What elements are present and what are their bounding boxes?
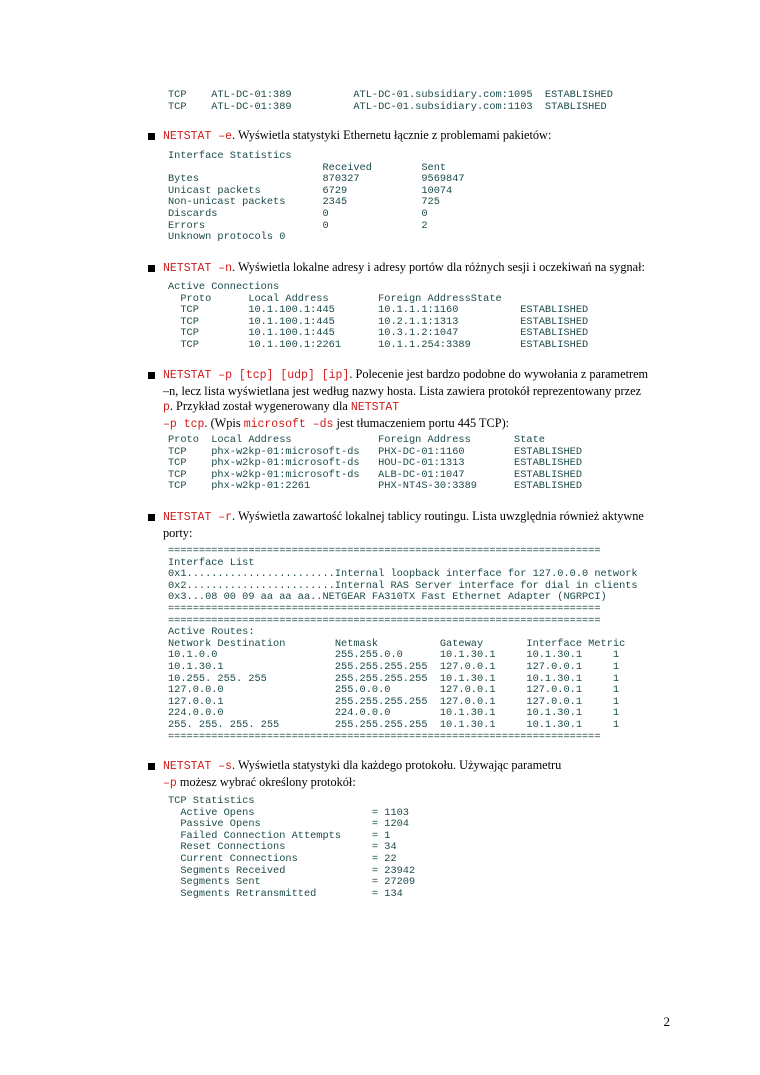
- text-line: TCP ATL-DC-01:389 ATL-DC-01.subsidiary.com:1095 ESTABLISHED: [168, 89, 613, 101]
- netstat-r-description: NETSTAT –r. Wyświetla zawartość lokalnej tablicy routingu. Lista uwzględnia również aktywne porty:: [163, 509, 644, 540]
- text-line: TCP ATL-DC-01:389 ATL-DC-01.subsidiary.com:1103 STABLISHED: [168, 100, 607, 113]
- routing-table-block: [168, 546, 638, 743]
- text-line: Received Sent: [168, 161, 447, 174]
- text-line: Unicast packets 6729 10074: [168, 184, 453, 197]
- text-line: Failed Connection Attempts = 1: [168, 829, 391, 842]
- text-line: Reset Connections = 34: [168, 841, 397, 854]
- text-line: TCP Statistics: [168, 795, 255, 807]
- text-line: ======================================================================: [168, 602, 601, 615]
- tcp-statistics-block: [168, 796, 415, 900]
- active-connections-block: [168, 282, 588, 352]
- text-line: 0x1........................Internal loopback interface for 127.0.0.0 network: [168, 568, 638, 581]
- text-line: Active Opens = 1103: [168, 806, 409, 819]
- text-line: Unknown protocols 0: [168, 231, 286, 244]
- text-line: Active Connections: [168, 281, 280, 293]
- text-line: Non-unicast packets 2345 725: [168, 196, 440, 209]
- text-line: Interface Statistics: [168, 150, 292, 162]
- text-line: TCP phx-w2kp-01:microsoft-ds ALB-DC-01:1047 ESTABLISHED: [168, 468, 583, 481]
- text-line: 10.1.30.1 255.255.255.255 127.0.0.1 127.0.0.1 1: [168, 660, 620, 673]
- text-line: 127.0.0.1 255.255.255.255 127.0.0.1 127.0.0.1 1: [168, 695, 620, 708]
- bullet: [148, 265, 155, 272]
- text-line: TCP phx-w2kp-01:microsoft-ds HOU-DC-01:1313 ESTABLISHED: [168, 457, 583, 470]
- netstat-n-description: NETSTAT –n. Wyświetla lokalne adresy i adresy portów dla różnych sesji i oczekiwań na sygnał:: [163, 260, 645, 275]
- page-number: 2: [663, 1014, 670, 1029]
- text-line: Discards 0 0: [168, 207, 428, 220]
- text-line: TCP 10.1.100.1:445 10.3.1.2:1047 ESTABLISHED: [168, 327, 589, 340]
- text-line: Passive Opens = 1204: [168, 818, 409, 831]
- text-line: Active Routes:: [168, 626, 255, 639]
- text-line: ======================================================================: [168, 614, 601, 627]
- text-line: 255. 255. 255. 255 255.255.255.255 10.1.30.1 10.1.30.1 1: [168, 718, 620, 731]
- bullet: [148, 763, 155, 770]
- text-line: Interface List: [168, 556, 255, 569]
- bullet: [148, 133, 155, 140]
- text-line: Proto Local Address Foreign AddressState: [168, 292, 502, 305]
- text-line: TCP 10.1.100.1:445 10.2.1.1:1313 ESTABLISHED: [168, 315, 589, 328]
- netstat-p-description: NETSTAT –p [tcp] [udp] [ip]. Polecenie jest bardzo podobne do wywołania z parametrem –n, lecz lista wyświetlana jest według nazwy hosta. Lista zawiera protokół reprezentowany przez p. Przykład został wygenerowany dla NETSTAT –p tcp. (Wpis microsoft –ds jest tłumaczeniem portu 445 TCP):: [163, 367, 649, 431]
- netstat-e-description: NETSTAT –e. Wyświetla statystyki Ethernetu łącznie z problemami pakietów:: [163, 128, 552, 143]
- text-line: ======================================================================: [168, 730, 601, 743]
- text-line: TCP 10.1.100.1:445 10.1.1.1:1160 ESTABLISHED: [168, 304, 589, 317]
- text-line: Network Destination Netmask Gateway Interface Metric: [168, 637, 626, 650]
- text-line: 0x3...08 00 09 aa aa aa..NETGEAR FA310TX Fast Ethernet Adapter (NGRPCI): [168, 591, 607, 604]
- text-line: TCP phx-w2kp-01:2261 PHX-NT4S-30:3389 ESTABLISHED: [168, 480, 583, 493]
- text-line: TCP phx-w2kp-01:microsoft-ds PHX-DC-01:1160 ESTABLISHED: [168, 445, 583, 458]
- text-line: 10.1.0.0 255.255.0.0 10.1.30.1 10.1.30.1 1: [168, 649, 620, 662]
- bullet: [148, 372, 155, 379]
- text-line: Current Connections = 22: [168, 852, 397, 865]
- text-line: 224.0.0.0 224.0.0.0 10.1.30.1 10.1.30.1 1: [168, 707, 620, 720]
- text-line: Proto Local Address Foreign Address State: [168, 434, 545, 446]
- text-line: Segments Sent = 27209: [168, 876, 416, 889]
- text-line: 127.0.0.0 255.0.0.0 127.0.0.1 127.0.0.1 1: [168, 684, 620, 697]
- hostname-connections-block: [168, 435, 582, 493]
- text-line: Bytes 870327 9569847: [168, 173, 465, 186]
- text-line: Errors 0 2: [168, 219, 428, 232]
- interface-statistics-block: [168, 151, 465, 244]
- netstat-s-description: NETSTAT –s. Wyświetla statystyki dla każdego protokołu. Używając parametru –p możesz wybrać określony protokół:: [163, 758, 562, 790]
- text-line: ======================================================================: [168, 545, 601, 557]
- text-line: TCP 10.1.100.1:2261 10.1.1.254:3389 ESTABLISHED: [168, 338, 589, 351]
- continued-connection-rows: [168, 90, 613, 113]
- text-line: Segments Received = 23942: [168, 864, 416, 877]
- bullet: [148, 514, 155, 521]
- text-line: Segments Retransmitted = 134: [168, 887, 403, 900]
- text-line: 10.255. 255. 255 255.255.255.255 10.1.30.1 10.1.30.1 1: [168, 672, 620, 685]
- text-line: 0x2........................Internal RAS Server interface for dial in clients: [168, 579, 638, 592]
